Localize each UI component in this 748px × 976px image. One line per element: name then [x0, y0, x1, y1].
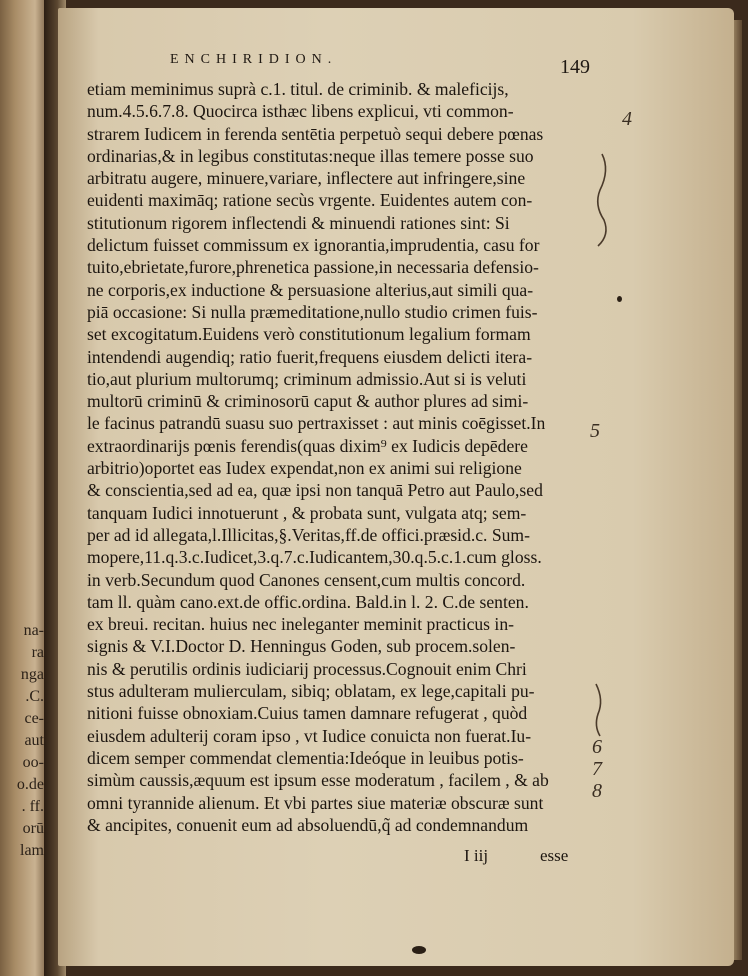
margin-bracket-mark: [590, 680, 610, 740]
body-text: [87, 78, 597, 836]
margin-note-7: 7: [592, 758, 602, 780]
text-line: ordinarias,& in legibus constitutas:neque illas temere posse suo: [87, 145, 534, 166]
ink-dot: [412, 946, 426, 954]
margin-note-4: 4: [622, 108, 632, 130]
left-fragment: ce-: [24, 710, 44, 727]
text-line: nis & perutilis ordinis iudiciarij processus.Cognouit enim Chri: [87, 658, 527, 679]
text-line: & conscientia,sed ad ea, quæ ipsi non tanquā Petro aut Paulo,sed: [87, 480, 543, 501]
text-line: set excogitatum.Euidens verò constitutionum legalium formam: [87, 324, 531, 345]
left-fragment: nga: [20, 666, 44, 683]
text-line: tio,aut plurium multorumq; criminum admissio.Aut si is veluti: [87, 368, 527, 389]
left-fragment: orū: [22, 820, 44, 837]
left-fragment: oo-: [22, 754, 44, 771]
text-line: nitioni fuisse obnoxiam.Cuius tamen damnare refugerat , quòd: [87, 703, 528, 724]
text-line: tam ll. quàm cano.ext.de offic.ordina. Bald.in l. 2. C.de senten.: [87, 591, 529, 612]
left-fragment: na-: [23, 622, 44, 639]
text-line: signis & V.I.Doctor D. Henningus Goden, sub procem.solen-: [87, 636, 516, 657]
text-line: multorū criminū & criminosorū caput & author plures ad simi-: [87, 391, 529, 412]
margin-note-8: 8: [592, 780, 602, 802]
signature-mark: I iij: [464, 846, 489, 865]
left-fragment: .C.: [25, 688, 44, 705]
text-line: in verb.Secundum quod Canones censent,cum multis concord.: [87, 569, 526, 590]
margin-note-6: 6: [592, 736, 602, 758]
text-line: tuito,ebrietate,furore,phrenetica passione,in necessaria defensio-: [87, 257, 539, 278]
text-line: piā occasione: Si nulla præmeditatione,nullo studio crimen fuis-: [87, 301, 538, 322]
text-line: stitutionum rigorem inflectendi & minuendi rationes sint: Si: [87, 212, 510, 233]
text-line: arbitrio)oportet eas Iudex expendat,non ex animi sui religione: [87, 458, 522, 479]
page-number: 149: [560, 56, 590, 78]
text-line: arbitratu augere, minuere,variare, inflectere aut infringere,sine: [87, 168, 526, 189]
text-line: intendendi augendiq; ratio fuerit,frequens eiusdem delicti itera-: [87, 346, 533, 367]
text-line: & ancipites, conuenit eum ad absoluendū,q̃ ad condemnandum: [87, 814, 529, 835]
text-line: per ad id allegata,l.Illicitas,§.Veritas,ff.de offici.præsid.c. Sum-: [87, 524, 530, 545]
text-line: eiusdem adulterij coram ipso , vt Iudice conuicta non fuerat.Iu-: [87, 725, 532, 746]
text-line: num.4.5.6.7.8. Quocirca isthæc libens explicui, vti common-: [87, 101, 514, 122]
left-fragment: aut: [24, 732, 44, 749]
text-line: mopere,11.q.3.c.Iudicet,3.q.7.c.Iudicantem,30.q.5.c.1.cum gloss.: [87, 547, 542, 568]
left-fragment: lam: [20, 842, 44, 859]
margin-note-5: 5: [590, 420, 600, 442]
text-line: dicem semper commendat clementia:Ideóque in leuibus potis-: [87, 747, 524, 768]
running-header: ENCHIRIDION.: [170, 52, 338, 67]
text-line: delictum fuisset commissum ex ignorantia,imprudentia, casu for: [87, 235, 540, 256]
left-fragment: o.de: [16, 776, 44, 793]
text-line: stus adulteram mulierculam, sibiq; oblatam, ex lege,capitali pu-: [87, 681, 535, 702]
catchword: esse: [540, 846, 569, 865]
left-fragment: . ff.: [21, 798, 44, 815]
margin-bracket-mark: [588, 150, 618, 250]
ink-dot: [617, 296, 622, 302]
text-line: ne corporis,ex inductione & persuasione alterius,aut simili qua-: [87, 279, 534, 300]
text-line: extraordinarijs pœnis ferendis(quas dixim⁹ ex Iudicis depēdere: [87, 435, 528, 456]
text-line: ex breui. recitan. huius nec ineleganter meminit practicus in-: [87, 614, 514, 635]
text-line: le facinus patrandū suasu suo pertraxisset : aut minis coēgisset.In: [87, 413, 546, 434]
left-page-edge: [0, 0, 50, 976]
text-line: simùm caussis,æquum est ipsum esse moderatum , facilem , & ab: [87, 770, 549, 791]
text-line: etiam meminimus suprà c.1. titul. de criminib. & maleficijs,: [87, 79, 509, 99]
left-fragment: ra: [31, 644, 44, 661]
text-line: tanquam Iudici innotuerunt , & probata sunt, vulgata atq; sem-: [87, 502, 527, 523]
text-line: omni tyrannide alienum. Et vbi partes siue materiæ obscuræ sunt: [87, 792, 544, 813]
text-line: euidenti maximāq; ratione secùs vrgente. Euidentes autem con-: [87, 190, 533, 211]
text-line: strarem Iudicem in ferenda sentētia perpetuò sequi debere pœnas: [87, 123, 544, 144]
